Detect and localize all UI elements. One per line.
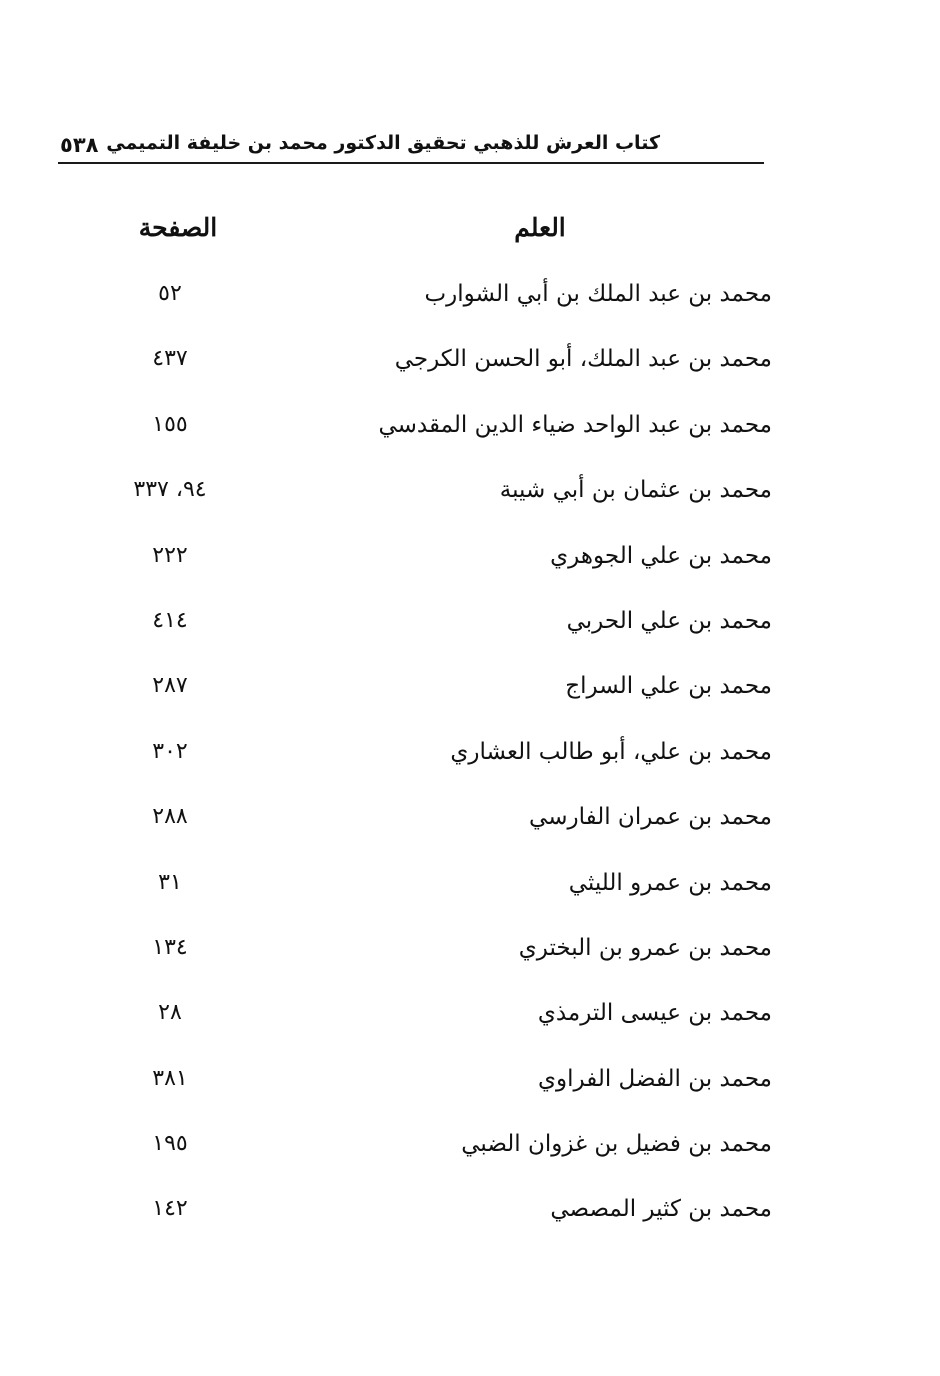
entry-pages: ١٤٢ <box>152 1196 188 1222</box>
entry-pages: ٣٨١ <box>152 1065 188 1091</box>
index-entry <box>0 599 940 664</box>
entry-name: محمد بن علي الجوهري <box>550 542 772 569</box>
index-entry <box>0 1057 940 1122</box>
entry-name: محمد بن عيسى الترمذي <box>537 1000 772 1027</box>
entry-name: محمد بن علي السراج <box>565 673 772 700</box>
entry-pages: ٤٣٧ <box>152 346 188 372</box>
column-header-page: الصفحة <box>138 213 218 242</box>
header-divider <box>58 162 764 164</box>
running-title: كتاب العرش للذهبي تحقيق الدكتور محمد بن خليفة التميمي <box>106 132 660 154</box>
entry-pages: ٢٢٢ <box>152 542 188 568</box>
entry-name: محمد بن عمرو الليثي <box>568 869 772 896</box>
entry-name: محمد بن كثير المصصي <box>550 1196 772 1223</box>
column-header-name: العلم <box>514 213 566 242</box>
entry-pages: ٩٤، ٣٣٧ <box>133 477 207 503</box>
entry-pages: ٣١ <box>158 869 182 895</box>
entry-name: محمد بن علي الحربي <box>566 607 772 634</box>
index-entry <box>0 468 940 533</box>
entry-name: محمد بن عثمان بن أبي شيبة <box>499 477 772 504</box>
entry-name: محمد بن عبد الملك بن أبي الشوارب <box>424 281 772 307</box>
entry-name: محمد بن الفضل الفراوي <box>538 1065 772 1092</box>
entry-name: محمد بن عبد الملك، أبو الحسن الكرجي <box>394 346 772 373</box>
running-header <box>58 128 764 164</box>
entry-name: محمد بن عمرو بن البختري <box>518 934 772 961</box>
entry-pages: ٥٢ <box>158 281 182 306</box>
index-entry <box>0 991 940 1056</box>
index-entry <box>0 664 940 729</box>
entry-name: محمد بن عبد الواحد ضياء الدين المقدسي <box>378 411 772 438</box>
entry-pages: ٣٠٢ <box>152 738 188 764</box>
entry-pages: ٢٨ <box>158 1000 182 1026</box>
entry-pages: ٢٨٧ <box>152 673 188 699</box>
index-entry <box>0 926 940 991</box>
index-entry <box>0 795 940 860</box>
index-entry <box>0 730 940 795</box>
entry-pages: ٢٨٨ <box>152 804 188 830</box>
name-index-list <box>0 272 940 1253</box>
entry-pages: ١٥٥ <box>152 411 188 437</box>
entry-pages: ٤١٤ <box>152 607 188 633</box>
index-entry <box>0 861 940 926</box>
entry-name: محمد بن علي، أبو طالب العشاري <box>450 738 772 765</box>
page-number: ٥٣٨ <box>60 133 99 157</box>
entry-name: محمد بن فضيل بن غزوان الضبي <box>461 1131 772 1158</box>
entry-pages: ١٣٤ <box>152 934 188 960</box>
entry-name: محمد بن عمران الفارسي <box>529 804 772 831</box>
index-entry <box>0 534 940 599</box>
index-entry <box>0 1187 940 1252</box>
entry-pages: ١٩٥ <box>152 1131 188 1157</box>
index-entry <box>0 272 940 337</box>
index-entry <box>0 1122 940 1187</box>
index-entry <box>0 337 940 402</box>
index-entry <box>0 403 940 468</box>
